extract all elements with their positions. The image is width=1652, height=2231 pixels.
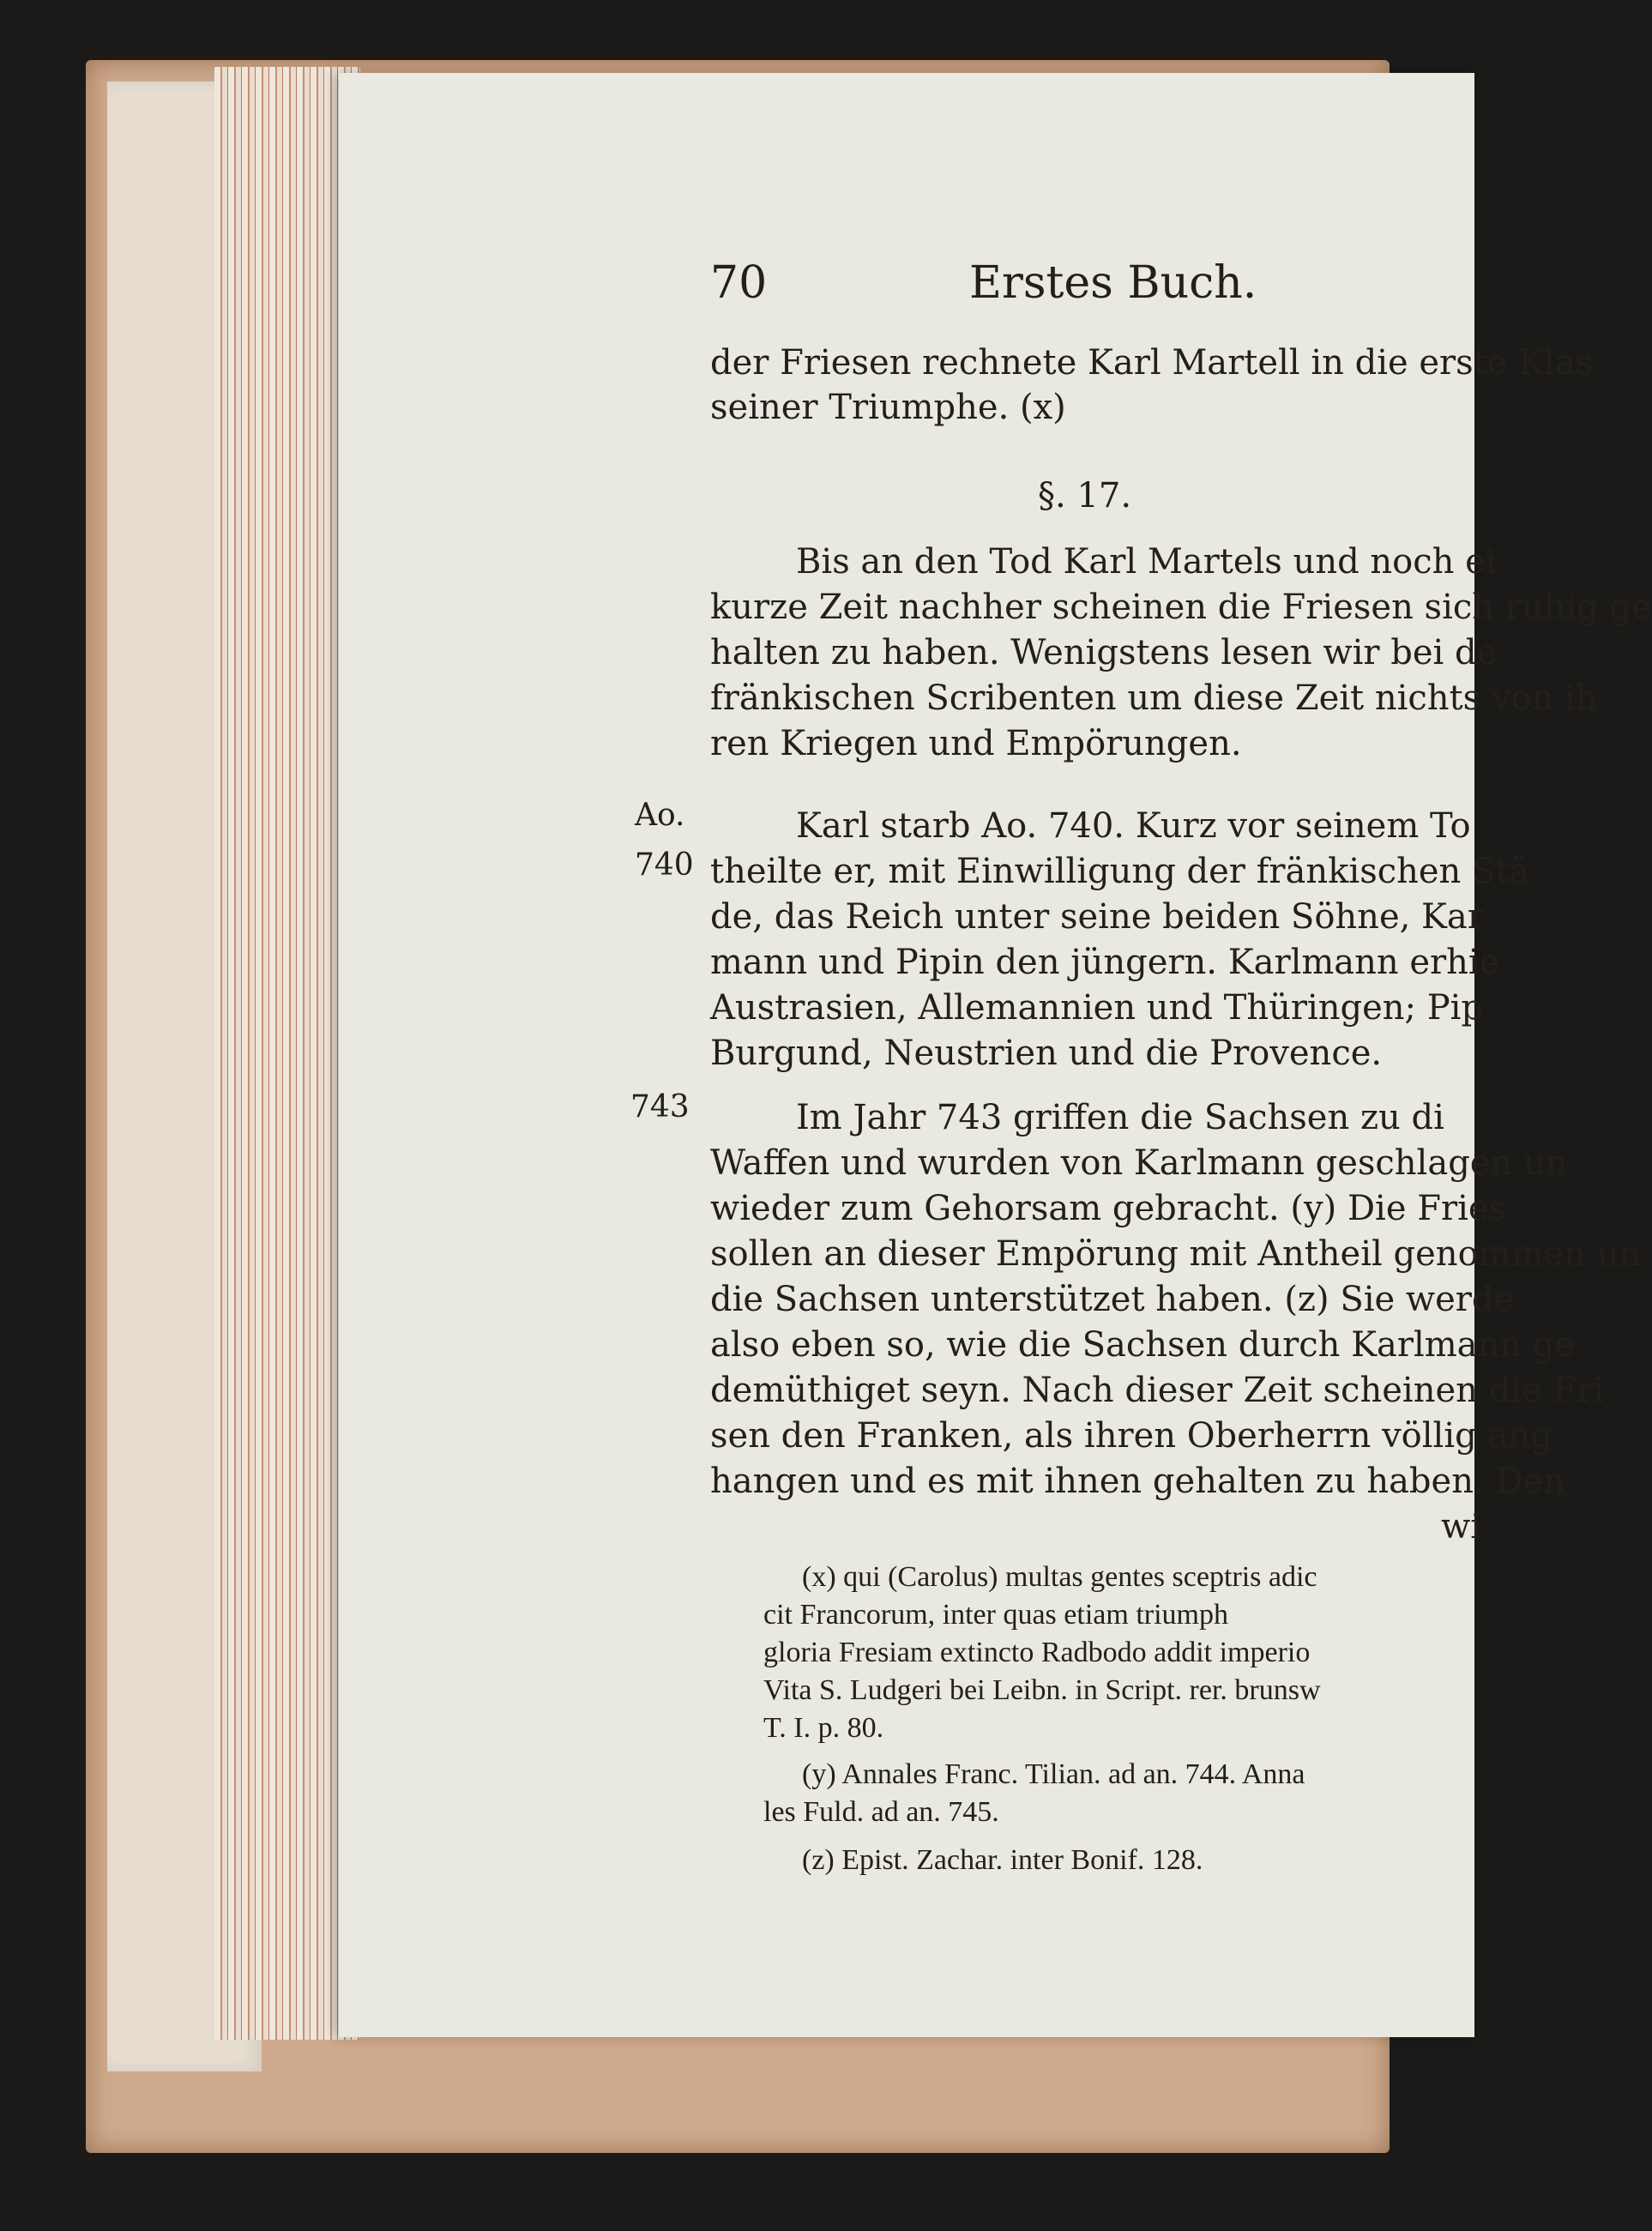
footnote-line: les Fuld. ad an. 745. xyxy=(763,1796,999,1828)
section-heading: §. 17. xyxy=(1038,476,1132,516)
margin-note: 740 xyxy=(635,847,694,883)
text-line: Burgund, Neustrien und die Provence. xyxy=(710,1034,1383,1073)
text-line: Karl starb Ao. 740. Kurz vor seinem To xyxy=(796,806,1471,846)
footnote-line: Vita S. Ludgeri bei Leibn. in Script. rer. brunsw xyxy=(763,1674,1321,1706)
footnote-line: (y) Annales Franc. Tilian. ad an. 744. Anna xyxy=(802,1758,1305,1790)
text-line: also eben so, wie die Sachsen durch Karlmann ge xyxy=(710,1325,1576,1365)
text-line: de, das Reich unter seine beiden Söhne, Kar xyxy=(710,897,1484,937)
footnote-line: (x) qui (Carolus) multas gentes sceptris adic xyxy=(802,1561,1317,1593)
footnote-line: T. I. p. 80. xyxy=(763,1712,884,1744)
text-line: theilte er, mit Einwilligung der fränkischen Stä xyxy=(710,852,1530,891)
text-line: wieder zum Gehorsam gebracht. (y) Die Fries xyxy=(710,1189,1507,1228)
text-line: fränkischen Scribenten um diese Zeit nichts von ih xyxy=(710,678,1598,718)
page-number: 70 xyxy=(710,257,768,309)
margin-note: 743 xyxy=(630,1089,690,1125)
text-line: der Friesen rechnete Karl Martell in die erste Klas xyxy=(710,343,1594,383)
text-line: halten zu haben. Wenigstens lesen wir bei de xyxy=(710,633,1498,672)
text-line: sollen an dieser Empörung mit Antheil genommen un xyxy=(710,1234,1642,1274)
footnote-line: cit Francorum, inter quas etiam triumph xyxy=(763,1599,1228,1631)
text-line: seiner Triumphe. (x) xyxy=(710,388,1066,427)
margin-note: Ao. xyxy=(635,798,685,833)
text-line: ren Kriegen und Empörungen. xyxy=(710,724,1242,763)
text-line: kurze Zeit nachher scheinen die Friesen sich ruhig ge xyxy=(710,588,1652,627)
text-line: Waffen und wurden von Karlmann geschlagen un xyxy=(710,1143,1568,1183)
text-line: hangen und es mit ihnen gehalten zu haben. Den xyxy=(710,1462,1565,1501)
text-line: demüthiget seyn. Nach dieser Zeit scheinen die Fri xyxy=(710,1371,1605,1410)
text-line: Bis an den Tod Karl Martels und noch ei xyxy=(796,542,1497,582)
footnote-line: (z) Epist. Zachar. inter Bonif. 128. xyxy=(802,1844,1203,1876)
text-line: Im Jahr 743 griffen die Sachsen zu di xyxy=(796,1098,1444,1137)
text-line: wi xyxy=(1441,1507,1482,1547)
text-line: Austrasien, Allemannien und Thüringen; Pip xyxy=(710,988,1484,1028)
text-line: mann und Pipin den jüngern. Karlmann erhie xyxy=(710,943,1500,982)
running-title: Erstes Buch. xyxy=(969,257,1257,309)
text-line: sen den Franken, als ihren Oberherrn völlig ang xyxy=(710,1416,1553,1456)
footnote-line: gloria Fresiam extincto Radbodo addit imperio xyxy=(763,1637,1311,1668)
text-line: die Sachsen unterstützet haben. (z) Sie werde xyxy=(710,1280,1515,1319)
